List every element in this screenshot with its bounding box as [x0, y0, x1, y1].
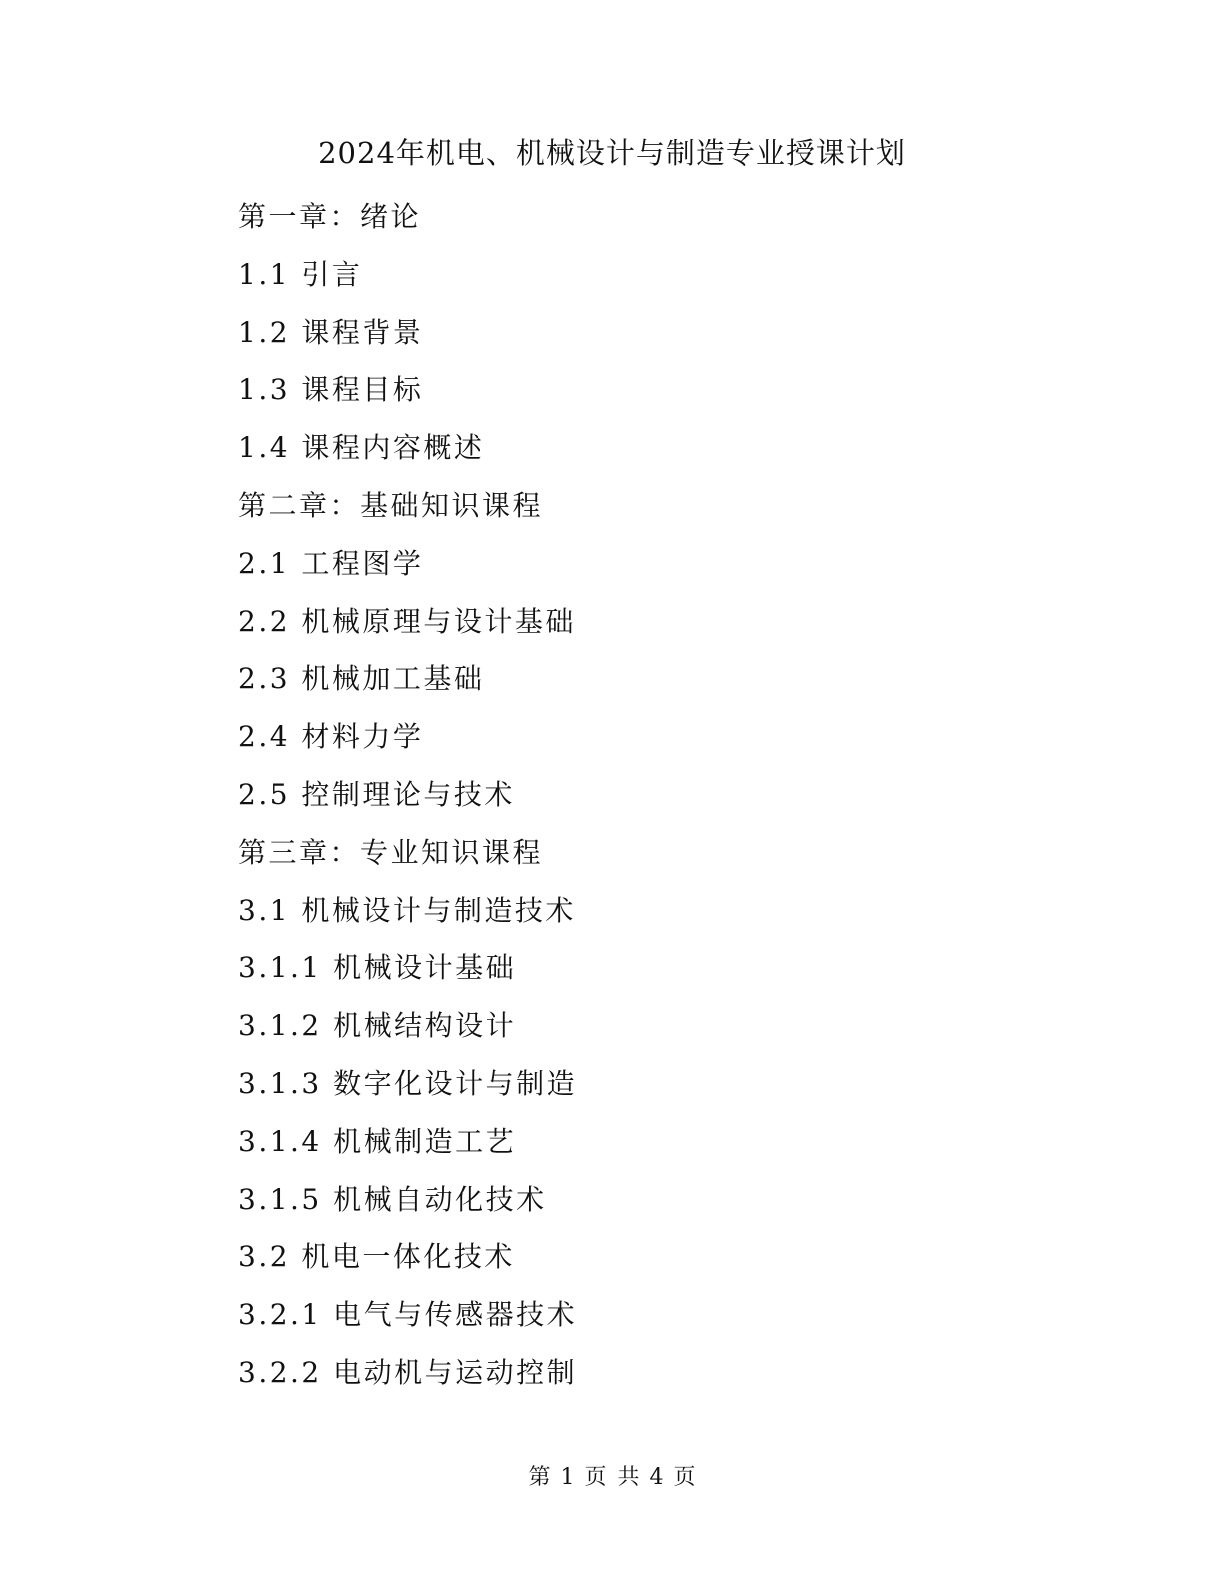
outline-item: 1.1 引言	[238, 257, 363, 291]
outline-item: 3.2 机电一体化技术	[238, 1240, 515, 1274]
outline-item: 3.1.2 机械结构设计	[238, 1009, 517, 1043]
outline-item: 2.2 机械原理与设计基础	[238, 604, 576, 638]
document-title: 2024年机电、机械设计与制造专业授课计划	[318, 136, 906, 170]
outline-item: 1.2 课程背景	[238, 315, 424, 349]
outline-item: 3.1 机械设计与制造技术	[238, 893, 576, 927]
outline-item: 3.1.3 数字化设计与制造	[238, 1066, 578, 1100]
outline-item: 2.5 控制理论与技术	[238, 777, 515, 811]
outline-item: 3.1.1 机械设计基础	[238, 951, 517, 985]
page-label-mid: 页 共	[584, 1465, 640, 1490]
outline-item: 3.1.5 机械自动化技术	[238, 1182, 547, 1216]
outline-list	[238, 196, 577, 1410]
outline-item: 3.1.4 机械制造工艺	[238, 1124, 517, 1158]
outline-item: 第二章：基础知识课程	[238, 488, 544, 522]
outline-item: 第一章：绪论	[238, 200, 422, 233]
total-pages-number: 4	[649, 1465, 664, 1490]
page-footer	[0, 1462, 1224, 1494]
outline-item: 第三章：专业知识课程	[238, 835, 544, 869]
outline-item: 2.4 材料力学	[238, 720, 424, 754]
page-label-prefix: 第	[528, 1465, 551, 1490]
outline-item: 3.2.1 电气与传感器技术	[238, 1298, 578, 1332]
current-page-number: 1	[560, 1465, 575, 1490]
outline-item: 2.1 工程图学	[238, 546, 424, 580]
page-label-suffix: 页	[673, 1465, 696, 1490]
outline-item: 1.3 课程目标	[238, 373, 424, 407]
outline-item: 3.2.2 电动机与运动控制	[238, 1355, 578, 1389]
outline-item: 1.4 课程内容概述	[238, 431, 485, 465]
outline-item: 2.3 机械加工基础	[238, 662, 485, 696]
